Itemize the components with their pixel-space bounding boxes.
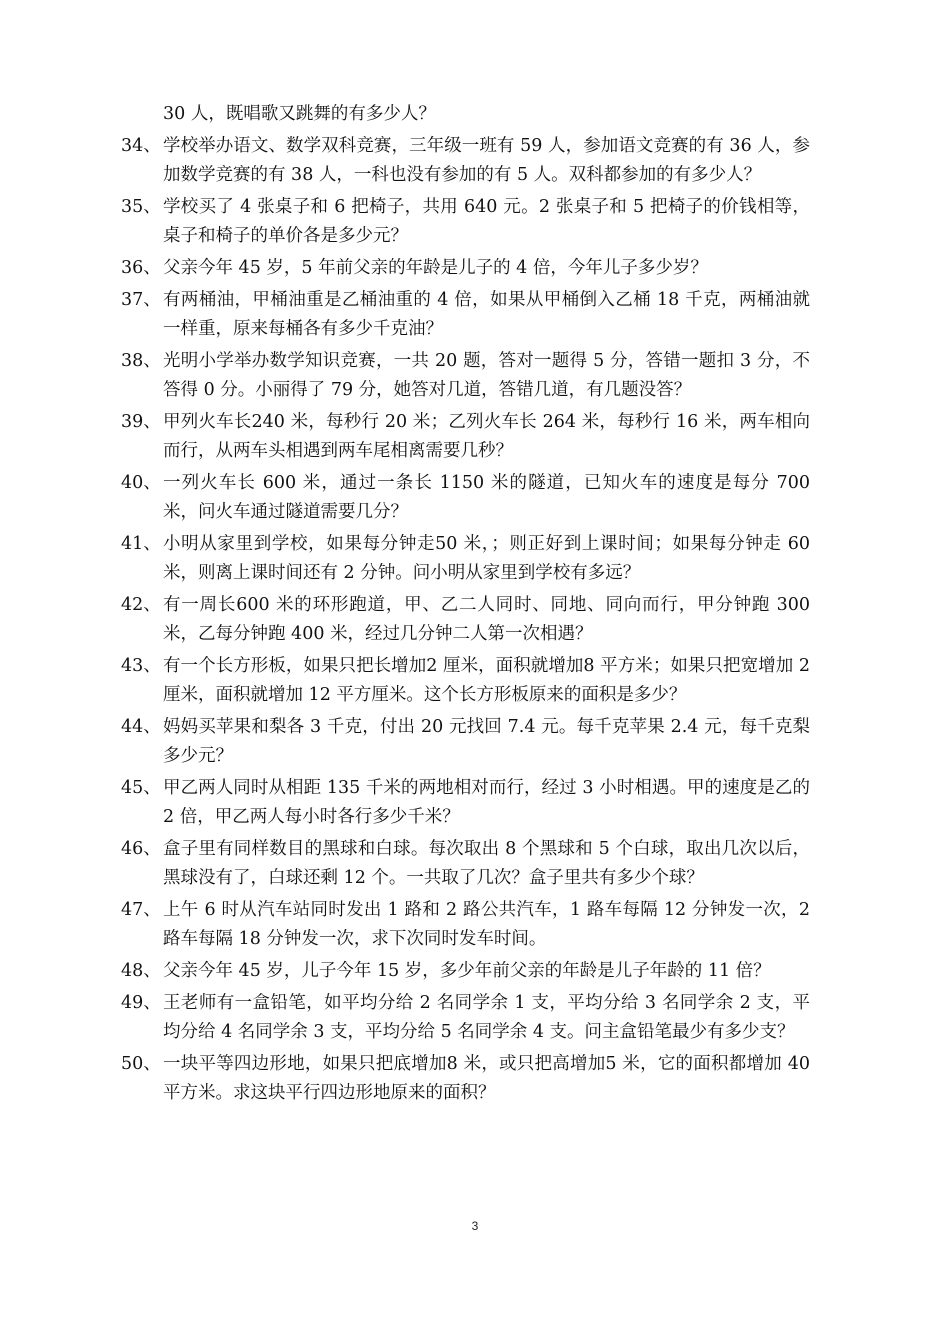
problem-number: 40、	[121, 473, 161, 493]
problem-text: 甲列火车长240 米，每秒行 20 米；乙列火车长 264 米，每秒行 16 米，两车相向而行，从两车头相遇到两车尾相离需要几秒？	[163, 412, 810, 461]
problem-text: 盒子里有同样数目的黑球和白球。每次取出 8 个黑球和 5 个白球，取出几次以后，黑球没有了，白球还剩 12 个。一共取了几次？盒子里共有多少个球？	[163, 839, 810, 888]
problem-number: 43、	[121, 656, 161, 676]
problem-list	[121, 100, 810, 1111]
problem-item	[121, 286, 810, 344]
problem-number: 38、	[121, 351, 161, 371]
problem-number: 37、	[121, 290, 161, 310]
problem-number: 50、	[121, 1054, 161, 1074]
problem-number: 46、	[121, 839, 161, 859]
problem-item	[121, 652, 810, 710]
problem-text: 有一周长600 米的环形跑道，甲、乙二人同时、同地、同向而行，甲分钟跑 300 米，乙每分钟跑 400 米，经过几分钟二人第一次相遇？	[163, 595, 810, 644]
problem-item	[121, 347, 810, 405]
problem-item	[121, 957, 810, 986]
continuation-text: 30 人，既唱歌又跳舞的有多少人？	[163, 104, 436, 124]
problem-number: 41、	[121, 534, 161, 554]
problem-number: 42、	[121, 595, 161, 615]
problem-number: 36、	[121, 258, 161, 278]
problem-text: 有两桶油，甲桶油重是乙桶油重的 4 倍，如果从甲桶倒入乙桶 18 千克，两桶油就一样重，原来每桶各有多少千克油？	[163, 290, 810, 339]
problem-item	[121, 591, 810, 649]
problem-text: 妈妈买苹果和梨各 3 千克，付出 20 元找回 7.4 元。每千克苹果 2.4 元，每千克梨多少元？	[163, 717, 810, 766]
problem-item	[121, 1050, 810, 1108]
problem-number: 39、	[121, 412, 161, 432]
problem-item	[121, 896, 810, 954]
problem-item	[121, 254, 810, 283]
problem-text: 上午 6 时从汽车站同时发出 1 路和 2 路公共汽车，1 路车每隔 12 分钟发一次，2 路车每隔 18 分钟发一次，求下次同时发车时间。	[163, 900, 810, 949]
problem-number: 47、	[121, 900, 161, 920]
problem-item	[121, 989, 810, 1047]
problem-item	[121, 530, 810, 588]
problem-number: 45、	[121, 778, 161, 798]
problem-text: 父亲今年 45 岁，儿子今年 15 岁，多少年前父亲的年龄是儿子年龄的 11 倍？	[163, 961, 771, 981]
problem-item	[121, 408, 810, 466]
problem-item	[121, 713, 810, 771]
problem-number: 49、	[121, 993, 161, 1013]
problem-number: 35、	[121, 197, 161, 217]
problem-number: 44、	[121, 717, 161, 737]
problem-item	[121, 469, 810, 527]
problem-text: 有一个长方形板，如果只把长增加2 厘米，面积就增加8 平方米；如果只把宽增加 2 厘米，面积就增加 12 平方厘米。这个长方形板原来的面积是多少？	[163, 656, 810, 705]
problem-item	[121, 835, 810, 893]
problem-number: 34、	[121, 136, 161, 156]
problem-item	[121, 193, 810, 251]
problem-item	[121, 774, 810, 832]
problem-text: 学校买了 4 张桌子和 6 把椅子，共用 640 元。2 张桌子和 5 把椅子的价钱相等，桌子和椅子的单价各是多少元？	[163, 197, 810, 246]
problem-text: 甲乙两人同时从相距 135 千米的两地相对而行，经过 3 小时相遇。甲的速度是乙的 2 倍，甲乙两人每小时各行多少千米？	[163, 778, 810, 827]
problem-text: 小明从家里到学校，如果每分钟走50 米，；则正好到上课时间；如果每分钟走 60 米，则离上课时间还有 2 分钟。问小明从家里到学校有多远？	[163, 534, 810, 583]
problem-text: 父亲今年 45 岁，5 年前父亲的年龄是儿子的 4 倍，今年儿子多少岁？	[163, 258, 708, 278]
problems-container	[121, 132, 810, 1108]
problem-text: 学校举办语文、数学双科竞赛，三年级一班有 59 人，参加语文竞赛的有 36 人，参加数学竞赛的有 38 人，一科也没有参加的有 5 人。双科都参加的有多少人？	[163, 136, 810, 185]
problem-number: 48、	[121, 961, 161, 981]
page-number: 3	[471, 1219, 479, 1233]
problem-text: 光明小学举办数学知识竞赛，一共 20 题，答对一题得 5 分，答错一题扣 3 分，不答得 0 分。小丽得了 79 分，她答对几道，答错几道，有几题没答？	[163, 351, 810, 400]
problem-text: 一块平等四边形地，如果只把底增加8 米，或只把高增加5 米，它的面积都增加 40 平方米。求这块平行四边形地原来的面积？	[163, 1054, 810, 1103]
problem-text: 王老师有一盒铅笔，如平均分给 2 名同学余 1 支，平均分给 3 名同学余 2 支，平均分给 4 名同学余 3 支，平均分给 5 名同学余 4 支。问主盒铅笔最少有多少支？	[163, 993, 810, 1042]
problem-item	[121, 132, 810, 190]
problem-text: 一列火车长 600 米，通过一条长 1150 米的隧道，已知火车的速度是每分 700 米，问火车通过隧道需要几分？	[163, 473, 810, 522]
